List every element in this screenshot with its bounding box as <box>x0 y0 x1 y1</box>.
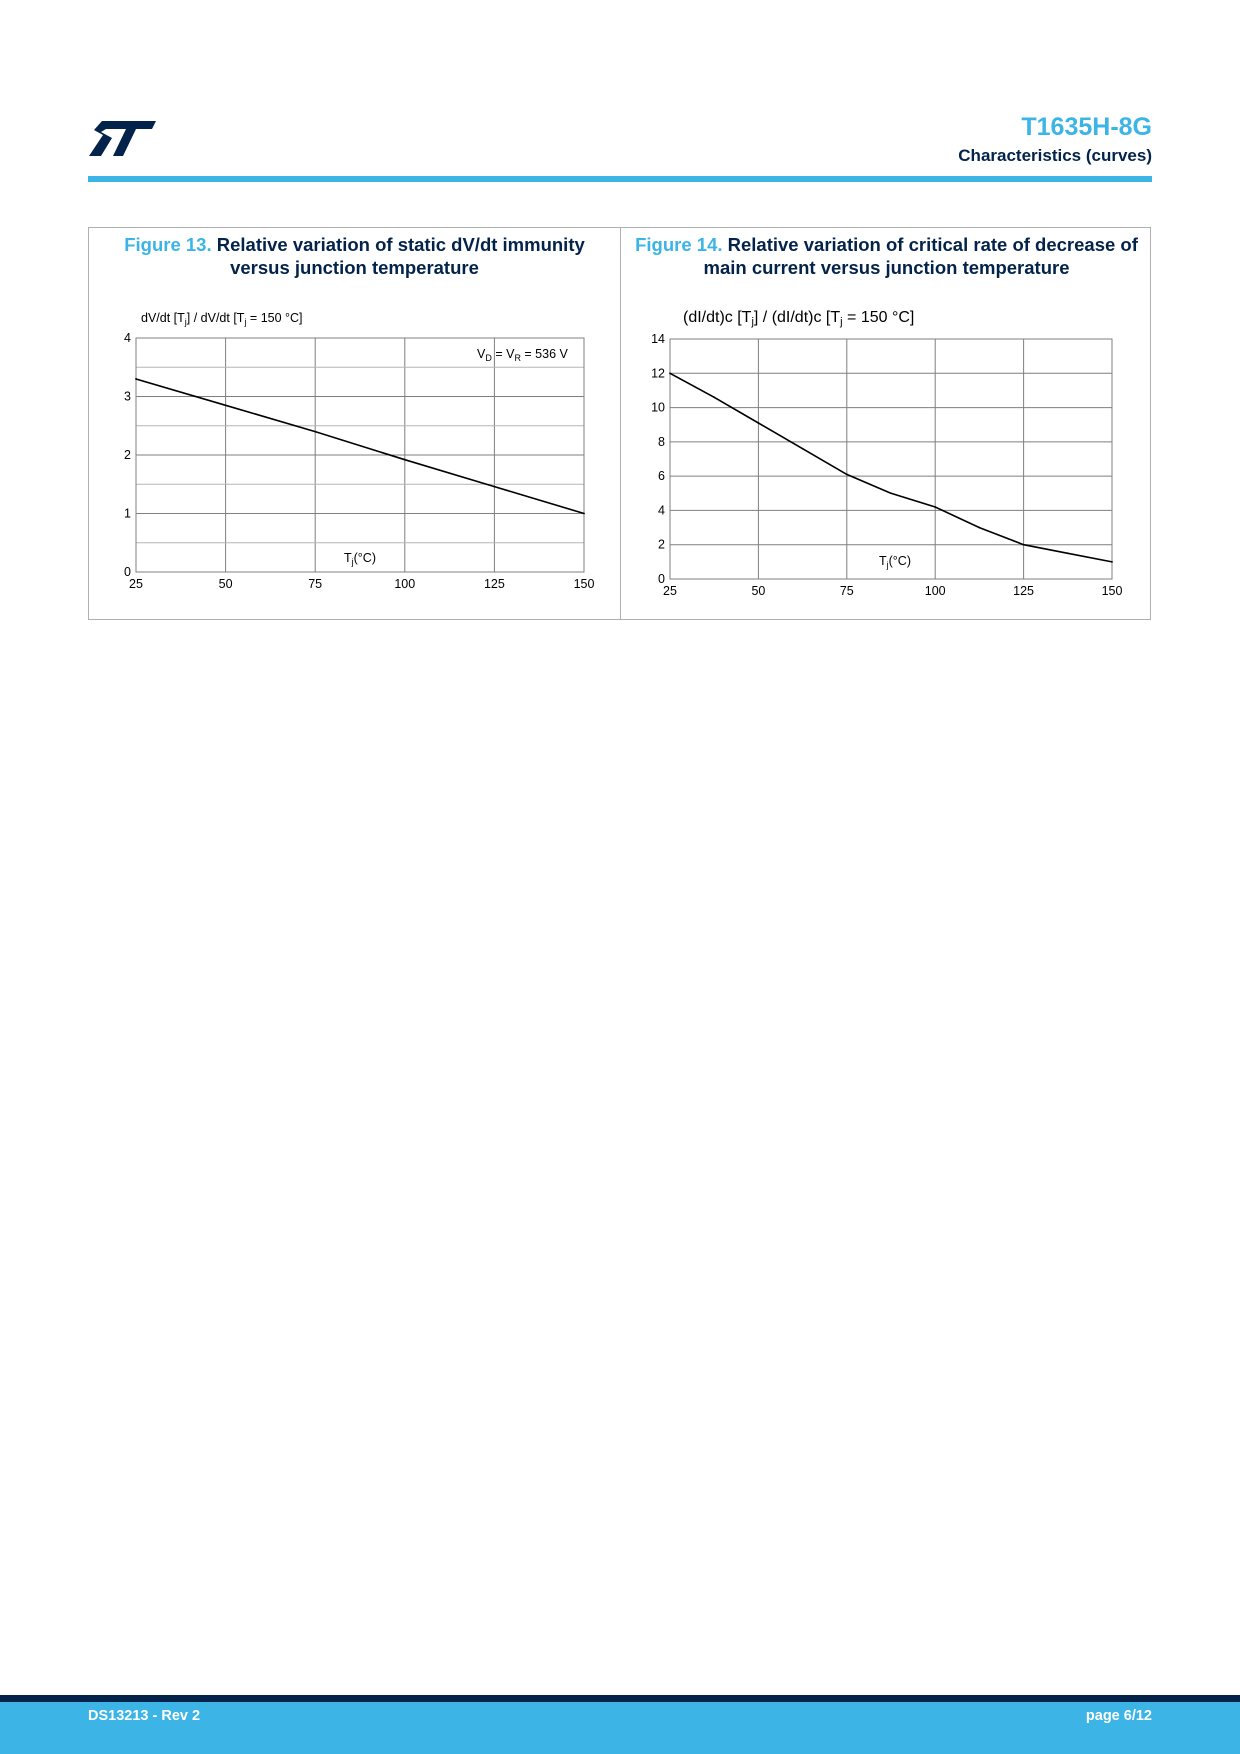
data-point <box>135 378 137 380</box>
data-point <box>979 527 981 529</box>
y-tick-label: 8 <box>658 434 665 449</box>
data-point <box>758 422 760 424</box>
y-tick-label: 10 <box>651 400 665 415</box>
x-tick-label: 25 <box>129 577 143 591</box>
x-tick-label: 125 <box>483 577 505 591</box>
x-axis-label <box>879 554 911 570</box>
data-point <box>713 396 715 398</box>
data-point <box>1067 552 1069 554</box>
y-axis-label-sub1: j <box>184 317 187 327</box>
y-axis-label-b: ] / (dI/dt)c [T <box>753 309 841 326</box>
y-tick-labels <box>651 332 665 586</box>
x-tick-label: 150 <box>1101 584 1123 598</box>
annotation-sub2: R <box>514 353 521 363</box>
figure-13-title-line1: Relative variation of static dV/dt immunity <box>216 234 585 255</box>
x-tick-label: 150 <box>573 577 595 591</box>
chart-grid <box>136 338 584 572</box>
x-tick-label: 75 <box>308 577 323 591</box>
y-tick-label: 2 <box>124 448 131 462</box>
figure-14-chart <box>621 228 1151 619</box>
data-point <box>494 486 496 488</box>
figure-13-title-line2: versus junction temperature <box>230 257 479 278</box>
y-tick-label: 12 <box>651 366 665 381</box>
x-axis-label-a: T <box>344 551 352 565</box>
figures-frame <box>88 227 1151 620</box>
y-tick-label: 4 <box>124 331 131 345</box>
x-tick-labels <box>663 584 1122 598</box>
footer-doc-id: DS13213 - Rev 2 <box>88 1708 201 1724</box>
x-tick-label: 50 <box>751 584 766 598</box>
y-axis-label-c: = 150 °C] <box>246 311 303 325</box>
x-tick-label: 100 <box>394 577 416 591</box>
y-axis-label-sub2: j <box>840 316 843 328</box>
annotation-sub1: D <box>485 353 492 363</box>
x-axis-label-a: T <box>879 554 887 568</box>
footer-page-number: page 6/12 <box>1085 1708 1152 1724</box>
x-tick-label: 25 <box>663 584 677 598</box>
chart-grid <box>670 339 1112 579</box>
x-axis-label <box>344 551 376 567</box>
document-title: T1635H-8G <box>1021 113 1152 141</box>
data-point <box>802 448 804 450</box>
figure-14-number: Figure 14. <box>635 234 723 255</box>
y-tick-label: 14 <box>651 332 665 346</box>
y-tick-label: 0 <box>124 565 131 579</box>
figure-13-number: Figure 13. <box>124 234 212 255</box>
x-tick-label: 100 <box>924 584 946 598</box>
x-tick-label: 75 <box>839 584 854 598</box>
data-point <box>225 404 227 406</box>
y-axis-label-a: dV/dt [T <box>141 311 185 325</box>
figure-14-title-line1: Relative variation of critical rate of decrease of <box>727 234 1138 255</box>
data-point <box>1023 544 1025 546</box>
x-axis-label-b: (°C) <box>888 554 911 568</box>
condition-annotation <box>477 347 569 363</box>
y-axis-label-a: (dI/dt)c [T <box>683 309 752 326</box>
plot-frame <box>670 339 1112 579</box>
data-point <box>846 474 848 476</box>
y-axis-label-sub1: j <box>751 316 754 328</box>
y-tick-label: 3 <box>124 389 131 404</box>
y-axis-label <box>683 309 914 328</box>
data-point <box>669 372 671 374</box>
data-point <box>583 513 585 515</box>
data-point <box>1111 561 1113 563</box>
section-title: Characteristics (curves) <box>958 146 1152 165</box>
figure-13-chart <box>89 228 620 619</box>
y-axis-label-sub2: j <box>244 317 247 327</box>
y-tick-label: 2 <box>658 537 665 552</box>
y-tick-label: 0 <box>658 572 665 586</box>
data-point <box>934 506 936 508</box>
header-rule <box>88 176 1152 182</box>
data-point <box>404 459 406 461</box>
y-axis-label-c: = 150 °C] <box>842 309 915 326</box>
series-points <box>669 372 1113 562</box>
annotation-b: = V <box>491 347 515 361</box>
series-line <box>670 373 1112 562</box>
y-tick-label: 1 <box>124 506 131 521</box>
data-point <box>890 492 892 494</box>
y-tick-label: 6 <box>658 469 665 484</box>
x-tick-labels <box>129 577 594 591</box>
y-axis-label-b: ] / dV/dt [T <box>186 311 245 325</box>
x-axis-label-sub: j <box>351 557 354 567</box>
figure-14-title-line2: main current versus junction temperature <box>703 257 1070 278</box>
x-tick-label: 125 <box>1013 584 1035 598</box>
data-point <box>314 431 316 433</box>
series-line <box>136 379 584 514</box>
annotation-a: V <box>477 347 486 361</box>
footer-rule <box>0 1695 1240 1702</box>
x-axis-label-sub: j <box>886 560 889 570</box>
st-logo-icon <box>88 118 158 158</box>
x-axis-label-b: (°C) <box>353 551 376 565</box>
y-tick-labels <box>124 331 131 579</box>
y-tick-label: 4 <box>658 503 665 518</box>
annotation-c: = 536 V <box>520 347 568 361</box>
x-tick-label: 50 <box>218 577 233 591</box>
y-axis-label <box>141 311 303 327</box>
